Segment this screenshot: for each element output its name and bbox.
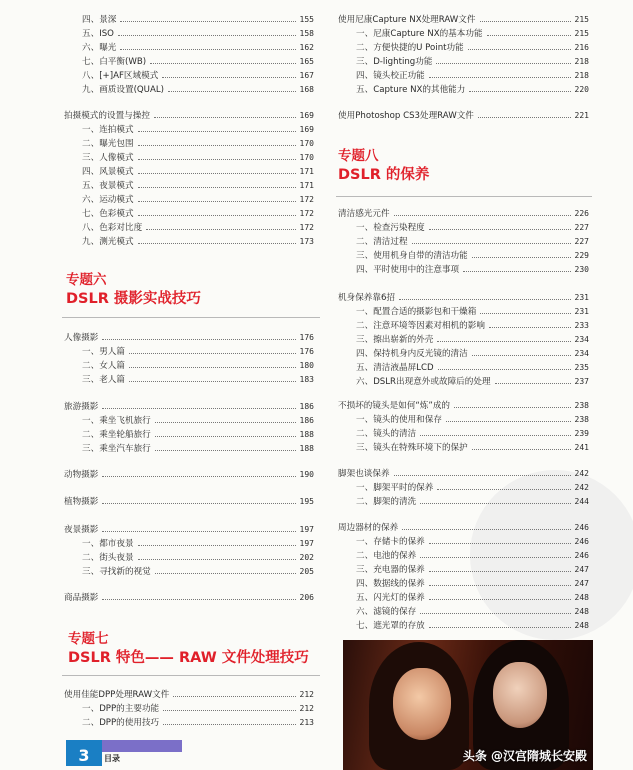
toc-entry-page: 218 <box>574 57 589 66</box>
toc-entry-page: 165 <box>299 57 314 66</box>
toc-leader-dots <box>489 327 571 328</box>
toc-entry <box>82 70 314 81</box>
toc-entry-page: 247 <box>574 579 589 588</box>
toc-entry <box>82 152 314 163</box>
toc-entry-title: 六、运动模式 <box>82 195 134 205</box>
toc-entry <box>82 28 314 39</box>
toc-entry-page: 248 <box>574 607 589 616</box>
toc-entry-title: 使用Photoshop CS3处理RAW文件 <box>338 111 474 121</box>
toc-entry-title: 周边器材的保养 <box>338 523 399 533</box>
toc-entry-page: 242 <box>574 469 589 478</box>
toc-entry-page: 215 <box>574 15 589 24</box>
toc-leader-dots <box>480 313 570 314</box>
toc-leader-dots <box>102 599 295 600</box>
toc-entry <box>82 566 314 577</box>
toc-entry <box>82 124 314 135</box>
photo-face-left <box>393 668 451 740</box>
toc-leader-dots <box>150 63 295 64</box>
toc-entry <box>82 42 314 53</box>
toc-entry <box>356 428 589 439</box>
toc-entry-page: 226 <box>574 209 589 218</box>
toc-entry <box>356 264 589 275</box>
toc-entry-page: 220 <box>574 85 589 94</box>
toc-entry-title: 六、滤镜的保存 <box>356 607 417 617</box>
toc-entry <box>82 703 314 714</box>
source-watermark: 头条 @汉宫隋城长安殿 <box>462 749 587 763</box>
toc-leader-dots <box>138 131 296 132</box>
toc-entry <box>82 443 314 454</box>
photo-face-right <box>493 662 547 728</box>
toc-entry <box>82 14 314 25</box>
toc-entry-page: 169 <box>299 125 314 134</box>
toc-entry-title: 一、检查污染程度 <box>356 223 425 233</box>
toc-entry-title: 八、[+]AF区域模式 <box>82 71 159 81</box>
toc-entry-title: 七、遮光罩的存放 <box>356 621 425 631</box>
toc-entry <box>64 496 314 507</box>
toc-entry-page: 158 <box>299 29 314 38</box>
toc-leader-dots <box>138 215 296 216</box>
toc-leader-dots <box>102 503 295 504</box>
toc-entry <box>356 592 589 603</box>
toc-entry <box>356 482 589 493</box>
footer-section-label: 目录 <box>104 754 120 763</box>
toc-entry-page: 216 <box>574 43 589 52</box>
toc-leader-dots <box>155 450 296 451</box>
toc-leader-dots <box>399 299 571 300</box>
toc-entry <box>64 469 314 480</box>
toc-entry-page: 246 <box>574 523 589 532</box>
toc-entry-title: 五、夜景模式 <box>82 181 134 191</box>
toc-entry-page: 197 <box>299 539 314 548</box>
toc-entry-page: 190 <box>299 470 314 479</box>
toc-leader-dots <box>162 77 295 78</box>
toc-entry-title: 使用佳能DPP处理RAW文件 <box>64 690 170 700</box>
toc-entry-title: 人像摄影 <box>64 333 99 343</box>
toc-entry <box>356 496 589 507</box>
page-color-bar <box>102 740 182 752</box>
toc-leader-dots <box>138 187 296 188</box>
toc-entry <box>338 110 589 121</box>
toc-leader-dots <box>438 369 571 370</box>
toc-entry <box>82 180 314 191</box>
toc-entry-title: 三、乘坐汽车旅行 <box>82 444 151 454</box>
toc-entry-title: 一、存储卡的保养 <box>356 537 425 547</box>
toc-entry <box>356 362 589 373</box>
toc-entry <box>338 208 589 219</box>
toc-leader-dots <box>454 407 571 408</box>
toc-leader-dots <box>420 613 570 614</box>
toc-entry <box>338 400 589 411</box>
toc-leader-dots <box>138 559 296 560</box>
toc-entry-page: 233 <box>574 321 589 330</box>
toc-leader-dots <box>138 145 296 146</box>
toc-leader-dots <box>138 173 296 174</box>
toc-entry <box>338 292 589 303</box>
toc-entry-page: 206 <box>299 593 314 602</box>
toc-entry <box>356 222 589 233</box>
toc-leader-dots <box>163 724 295 725</box>
toc-leader-dots <box>168 91 296 92</box>
topic7-number: 专题七 <box>68 631 109 647</box>
toc-entry <box>82 138 314 149</box>
toc-entry-title: 七、色彩模式 <box>82 209 134 219</box>
toc-entry-title: 商品摄影 <box>64 593 99 603</box>
toc-entry-title: 一、连拍模式 <box>82 125 134 135</box>
toc-leader-dots <box>472 449 571 450</box>
toc-entry-title: 一、脚架平时的保养 <box>356 483 434 493</box>
toc-entry-title: 一、DPP的主要功能 <box>82 704 160 714</box>
toc-leader-dots <box>420 557 570 558</box>
toc-leader-dots <box>429 585 571 586</box>
toc-entry-page: 242 <box>574 483 589 492</box>
toc-entry <box>82 429 314 440</box>
toc-entry-title: 一、镜头的使用和保存 <box>356 415 442 425</box>
toc-entry-page: 244 <box>574 497 589 506</box>
toc-entry <box>82 538 314 549</box>
toc-entry <box>82 84 314 95</box>
toc-entry-page: 155 <box>299 15 314 24</box>
toc-entry <box>356 550 589 561</box>
toc-leader-dots <box>118 35 296 36</box>
toc-entry-page: 241 <box>574 443 589 452</box>
topic7-divider <box>62 675 320 676</box>
toc-entry <box>82 717 314 728</box>
toc-entry-title: 五、闪光灯的保养 <box>356 593 425 603</box>
toc-entry <box>82 415 314 426</box>
toc-entry-title: 植物摄影 <box>64 497 99 507</box>
toc-entry <box>356 606 589 617</box>
toc-entry-page: 227 <box>574 223 589 232</box>
cover-photo <box>343 640 593 770</box>
toc-leader-dots <box>487 35 571 36</box>
toc-entry-title: 六、曝光 <box>82 43 117 53</box>
toc-entry <box>82 208 314 219</box>
toc-entry <box>82 194 314 205</box>
toc-leader-dots <box>155 422 296 423</box>
toc-entry-page: 197 <box>299 525 314 534</box>
toc-entry <box>338 468 589 479</box>
toc-leader-dots <box>402 529 570 530</box>
toc-entry-title: 不损坏的镜头是如何“炼”成的 <box>338 401 451 411</box>
page-number-badge: 3 <box>66 740 102 766</box>
toc-entry-title: 动物摄影 <box>64 470 99 480</box>
toc-leader-dots <box>129 381 296 382</box>
toc-entry-page: 239 <box>574 429 589 438</box>
toc-leader-dots <box>129 353 296 354</box>
toc-entry-title: 四、风景模式 <box>82 167 134 177</box>
toc-entry <box>82 346 314 357</box>
toc-entry-title: 二、清洁过程 <box>356 237 408 247</box>
toc-entry-page: 238 <box>574 401 589 410</box>
toc-entry-page: 170 <box>299 153 314 162</box>
toc-entry <box>356 578 589 589</box>
toc-leader-dots <box>155 573 296 574</box>
toc-entry-page: 237 <box>574 377 589 386</box>
toc-entry-page: 180 <box>299 361 314 370</box>
toc-entry <box>82 166 314 177</box>
toc-entry-page: 247 <box>574 565 589 574</box>
toc-leader-dots <box>138 159 296 160</box>
toc-entry <box>356 376 589 387</box>
toc-entry-title: 三、使用机身自带的清洁功能 <box>356 251 468 261</box>
toc-leader-dots <box>173 696 295 697</box>
toc-entry <box>356 536 589 547</box>
toc-leader-dots <box>102 339 295 340</box>
toc-leader-dots <box>163 710 295 711</box>
toc-entry-page: 238 <box>574 415 589 424</box>
toc-entry-title: 二、方便快捷的U Point功能 <box>356 43 464 53</box>
toc-leader-dots <box>468 49 571 50</box>
toc-entry <box>356 442 589 453</box>
toc-entry-page: 212 <box>299 690 314 699</box>
toc-entry-page: 169 <box>299 111 314 120</box>
toc-leader-dots <box>480 21 571 22</box>
toc-entry-title: 夜景摄影 <box>64 525 99 535</box>
toc-leader-dots <box>463 271 570 272</box>
toc-leader-dots <box>102 476 295 477</box>
toc-entry <box>64 332 314 343</box>
toc-leader-dots <box>429 627 571 628</box>
toc-entry-title: 四、保持机身内反光镜的清洁 <box>356 349 468 359</box>
toc-entry-title: 二、注意环境等因素对相机的影响 <box>356 321 485 331</box>
toc-entry <box>338 522 589 533</box>
toc-leader-dots <box>420 503 570 504</box>
toc-entry-title: 二、DPP的使用技巧 <box>82 718 160 728</box>
toc-entry <box>356 56 589 67</box>
toc-entry <box>82 236 314 247</box>
toc-entry-title: 四、数据线的保养 <box>356 579 425 589</box>
toc-entry <box>356 620 589 631</box>
toc-leader-dots <box>429 599 571 600</box>
toc-entry-title: 三、擦出崭新的外壳 <box>356 335 434 345</box>
toc-entry-page: 186 <box>299 416 314 425</box>
toc-leader-dots <box>429 229 571 230</box>
toc-entry-page: 221 <box>574 111 589 120</box>
toc-entry-title: 清洁感光元件 <box>338 209 390 219</box>
toc-entry-page: 215 <box>574 29 589 38</box>
toc-entry-page: 202 <box>299 553 314 562</box>
toc-leader-dots <box>412 243 571 244</box>
toc-entry <box>356 334 589 345</box>
toc-entry-page: 234 <box>574 335 589 344</box>
toc-entry-title: 三、充电器的保养 <box>356 565 425 575</box>
toc-leader-dots <box>129 367 296 368</box>
toc-entry-page: 170 <box>299 139 314 148</box>
toc-entry-title: 三、老人篇 <box>82 375 125 385</box>
toc-entry-title: 三、镜头在特殊环境下的保护 <box>356 443 468 453</box>
toc-entry-title: 一、都市夜景 <box>82 539 134 549</box>
toc-leader-dots <box>429 543 571 544</box>
toc-leader-dots <box>120 49 295 50</box>
toc-entry-title: 使用尼康Capture NX处理RAW文件 <box>338 15 476 25</box>
toc-entry-page: 183 <box>299 375 314 384</box>
toc-entry-page: 188 <box>299 430 314 439</box>
toc-leader-dots <box>437 341 570 342</box>
toc-entry-title: 七、白平衡(WB) <box>82 57 147 67</box>
toc-entry <box>356 236 589 247</box>
toc-leader-dots <box>102 408 295 409</box>
toc-entry-title: 五、清洁液晶屏LCD <box>356 363 434 373</box>
toc-entry-page: 205 <box>299 567 314 576</box>
toc-leader-dots <box>472 257 571 258</box>
toc-entry-page: 248 <box>574 621 589 630</box>
toc-leader-dots <box>429 77 571 78</box>
toc-entry-page: 172 <box>299 195 314 204</box>
toc-leader-dots <box>120 21 295 22</box>
toc-leader-dots <box>446 421 571 422</box>
toc-leader-dots <box>154 117 296 118</box>
toc-entry-page: 188 <box>299 444 314 453</box>
toc-entry-title: 旅游摄影 <box>64 402 99 412</box>
toc-entry-page: 218 <box>574 71 589 80</box>
toc-entry-title: 二、街头夜景 <box>82 553 134 563</box>
toc-entry-page: 186 <box>299 402 314 411</box>
toc-entry-page: 227 <box>574 237 589 246</box>
toc-entry <box>356 42 589 53</box>
toc-entry <box>356 320 589 331</box>
toc-entry-title: 五、Capture NX的其他能力 <box>356 85 466 95</box>
toc-entry-title: 八、色彩对比度 <box>82 223 143 233</box>
toc-entry-title: 一、乘坐飞机旅行 <box>82 416 151 426</box>
toc-leader-dots <box>138 201 296 202</box>
toc-entry-title: 二、女人篇 <box>82 361 125 371</box>
topic8-title: DSLR 的保养 <box>338 167 430 183</box>
toc-entry-title: 六、DSLR出现意外或故障后的处理 <box>356 377 491 387</box>
toc-entry-page: 173 <box>299 237 314 246</box>
toc-leader-dots <box>495 383 571 384</box>
toc-entry-page: 172 <box>299 209 314 218</box>
toc-entry <box>82 374 314 385</box>
toc-entry-title: 九、测光模式 <box>82 237 134 247</box>
toc-entry-title: 四、镜头校正功能 <box>356 71 425 81</box>
toc-entry-title: 四、景深 <box>82 15 117 25</box>
toc-entry <box>356 306 589 317</box>
toc-entry-page: 172 <box>299 223 314 232</box>
toc-entry <box>64 689 314 700</box>
toc-entry-title: 三、人像模式 <box>82 153 134 163</box>
toc-entry <box>338 14 589 25</box>
toc-leader-dots <box>469 91 570 92</box>
toc-entry-title: 一、尼康Capture NX的基本功能 <box>356 29 483 39</box>
toc-entry <box>356 84 589 95</box>
toc-entry <box>64 110 314 121</box>
toc-entry <box>82 360 314 371</box>
toc-entry-title: 二、脚架的清洗 <box>356 497 417 507</box>
topic6-divider <box>62 317 320 318</box>
toc-entry-title: 二、镜头的清洁 <box>356 429 417 439</box>
toc-entry-title: 拍摄模式的设置与操控 <box>64 111 150 121</box>
toc-entry-page: 213 <box>299 718 314 727</box>
topic8-divider <box>336 196 592 197</box>
toc-entry-page: 246 <box>574 537 589 546</box>
toc-entry <box>64 401 314 412</box>
toc-entry <box>356 348 589 359</box>
toc-entry-page: 171 <box>299 167 314 176</box>
toc-entry-page: 171 <box>299 181 314 190</box>
toc-leader-dots <box>478 117 571 118</box>
toc-entry-title: 二、曝光包围 <box>82 139 134 149</box>
toc-entry-title: 三、寻找新的视觉 <box>82 567 151 577</box>
toc-entry <box>356 414 589 425</box>
toc-entry-title: 机身保养靠6招 <box>338 293 396 303</box>
topic7-title: DSLR 特色—— RAW 文件处理技巧 <box>68 650 309 666</box>
toc-entry-title: 五、ISO <box>82 29 114 39</box>
toc-leader-dots <box>102 531 295 532</box>
toc-leader-dots <box>138 545 296 546</box>
toc-entry <box>82 222 314 233</box>
toc-leader-dots <box>155 436 296 437</box>
toc-entry-page: 235 <box>574 363 589 372</box>
toc-entry-page: 248 <box>574 593 589 602</box>
toc-entry-page: 229 <box>574 251 589 260</box>
toc-entry <box>64 524 314 535</box>
toc-leader-dots <box>420 435 570 436</box>
toc-leader-dots <box>472 355 571 356</box>
topic6-number: 专题六 <box>66 272 107 288</box>
toc-entry-page: 234 <box>574 349 589 358</box>
toc-entry-title: 二、乘坐轮船旅行 <box>82 430 151 440</box>
toc-entry-page: 176 <box>299 347 314 356</box>
toc-entry-title: 一、配置合适的摄影包和干燥箱 <box>356 307 477 317</box>
toc-leader-dots <box>394 215 571 216</box>
toc-leader-dots <box>394 475 571 476</box>
toc-entry-title: 脚架也谈保养 <box>338 469 390 479</box>
toc-entry-title: 四、平时使用中的注意事项 <box>356 265 460 275</box>
toc-entry-page: 212 <box>299 704 314 713</box>
toc-entry-page: 167 <box>299 71 314 80</box>
toc-entry-page: 231 <box>574 293 589 302</box>
toc-entry <box>356 250 589 261</box>
toc-leader-dots <box>429 571 571 572</box>
toc-entry-title: 三、D-lighting功能 <box>356 57 433 67</box>
topic6-title: DSLR 摄影实战技巧 <box>66 291 201 307</box>
toc-entry <box>356 28 589 39</box>
toc-entry <box>64 592 314 603</box>
toc-entry-title: 一、男人篇 <box>82 347 125 357</box>
toc-entry-title: 二、电池的保养 <box>356 551 417 561</box>
toc-entry <box>82 552 314 563</box>
toc-entry-title: 九、画质设置(QUAL) <box>82 85 164 95</box>
toc-entry-page: 176 <box>299 333 314 342</box>
toc-leader-dots <box>436 63 570 64</box>
topic8-number: 专题八 <box>338 148 379 164</box>
toc-entry-page: 195 <box>299 497 314 506</box>
toc-entry-page: 230 <box>574 265 589 274</box>
toc-leader-dots <box>437 489 570 490</box>
toc-leader-dots <box>138 243 296 244</box>
toc-entry-page: 168 <box>299 85 314 94</box>
toc-entry-page: 246 <box>574 551 589 560</box>
toc-entry-page: 231 <box>574 307 589 316</box>
toc-entry <box>356 564 589 575</box>
toc-entry <box>82 56 314 67</box>
toc-leader-dots <box>146 229 295 230</box>
toc-entry-page: 162 <box>299 43 314 52</box>
toc-entry <box>356 70 589 81</box>
